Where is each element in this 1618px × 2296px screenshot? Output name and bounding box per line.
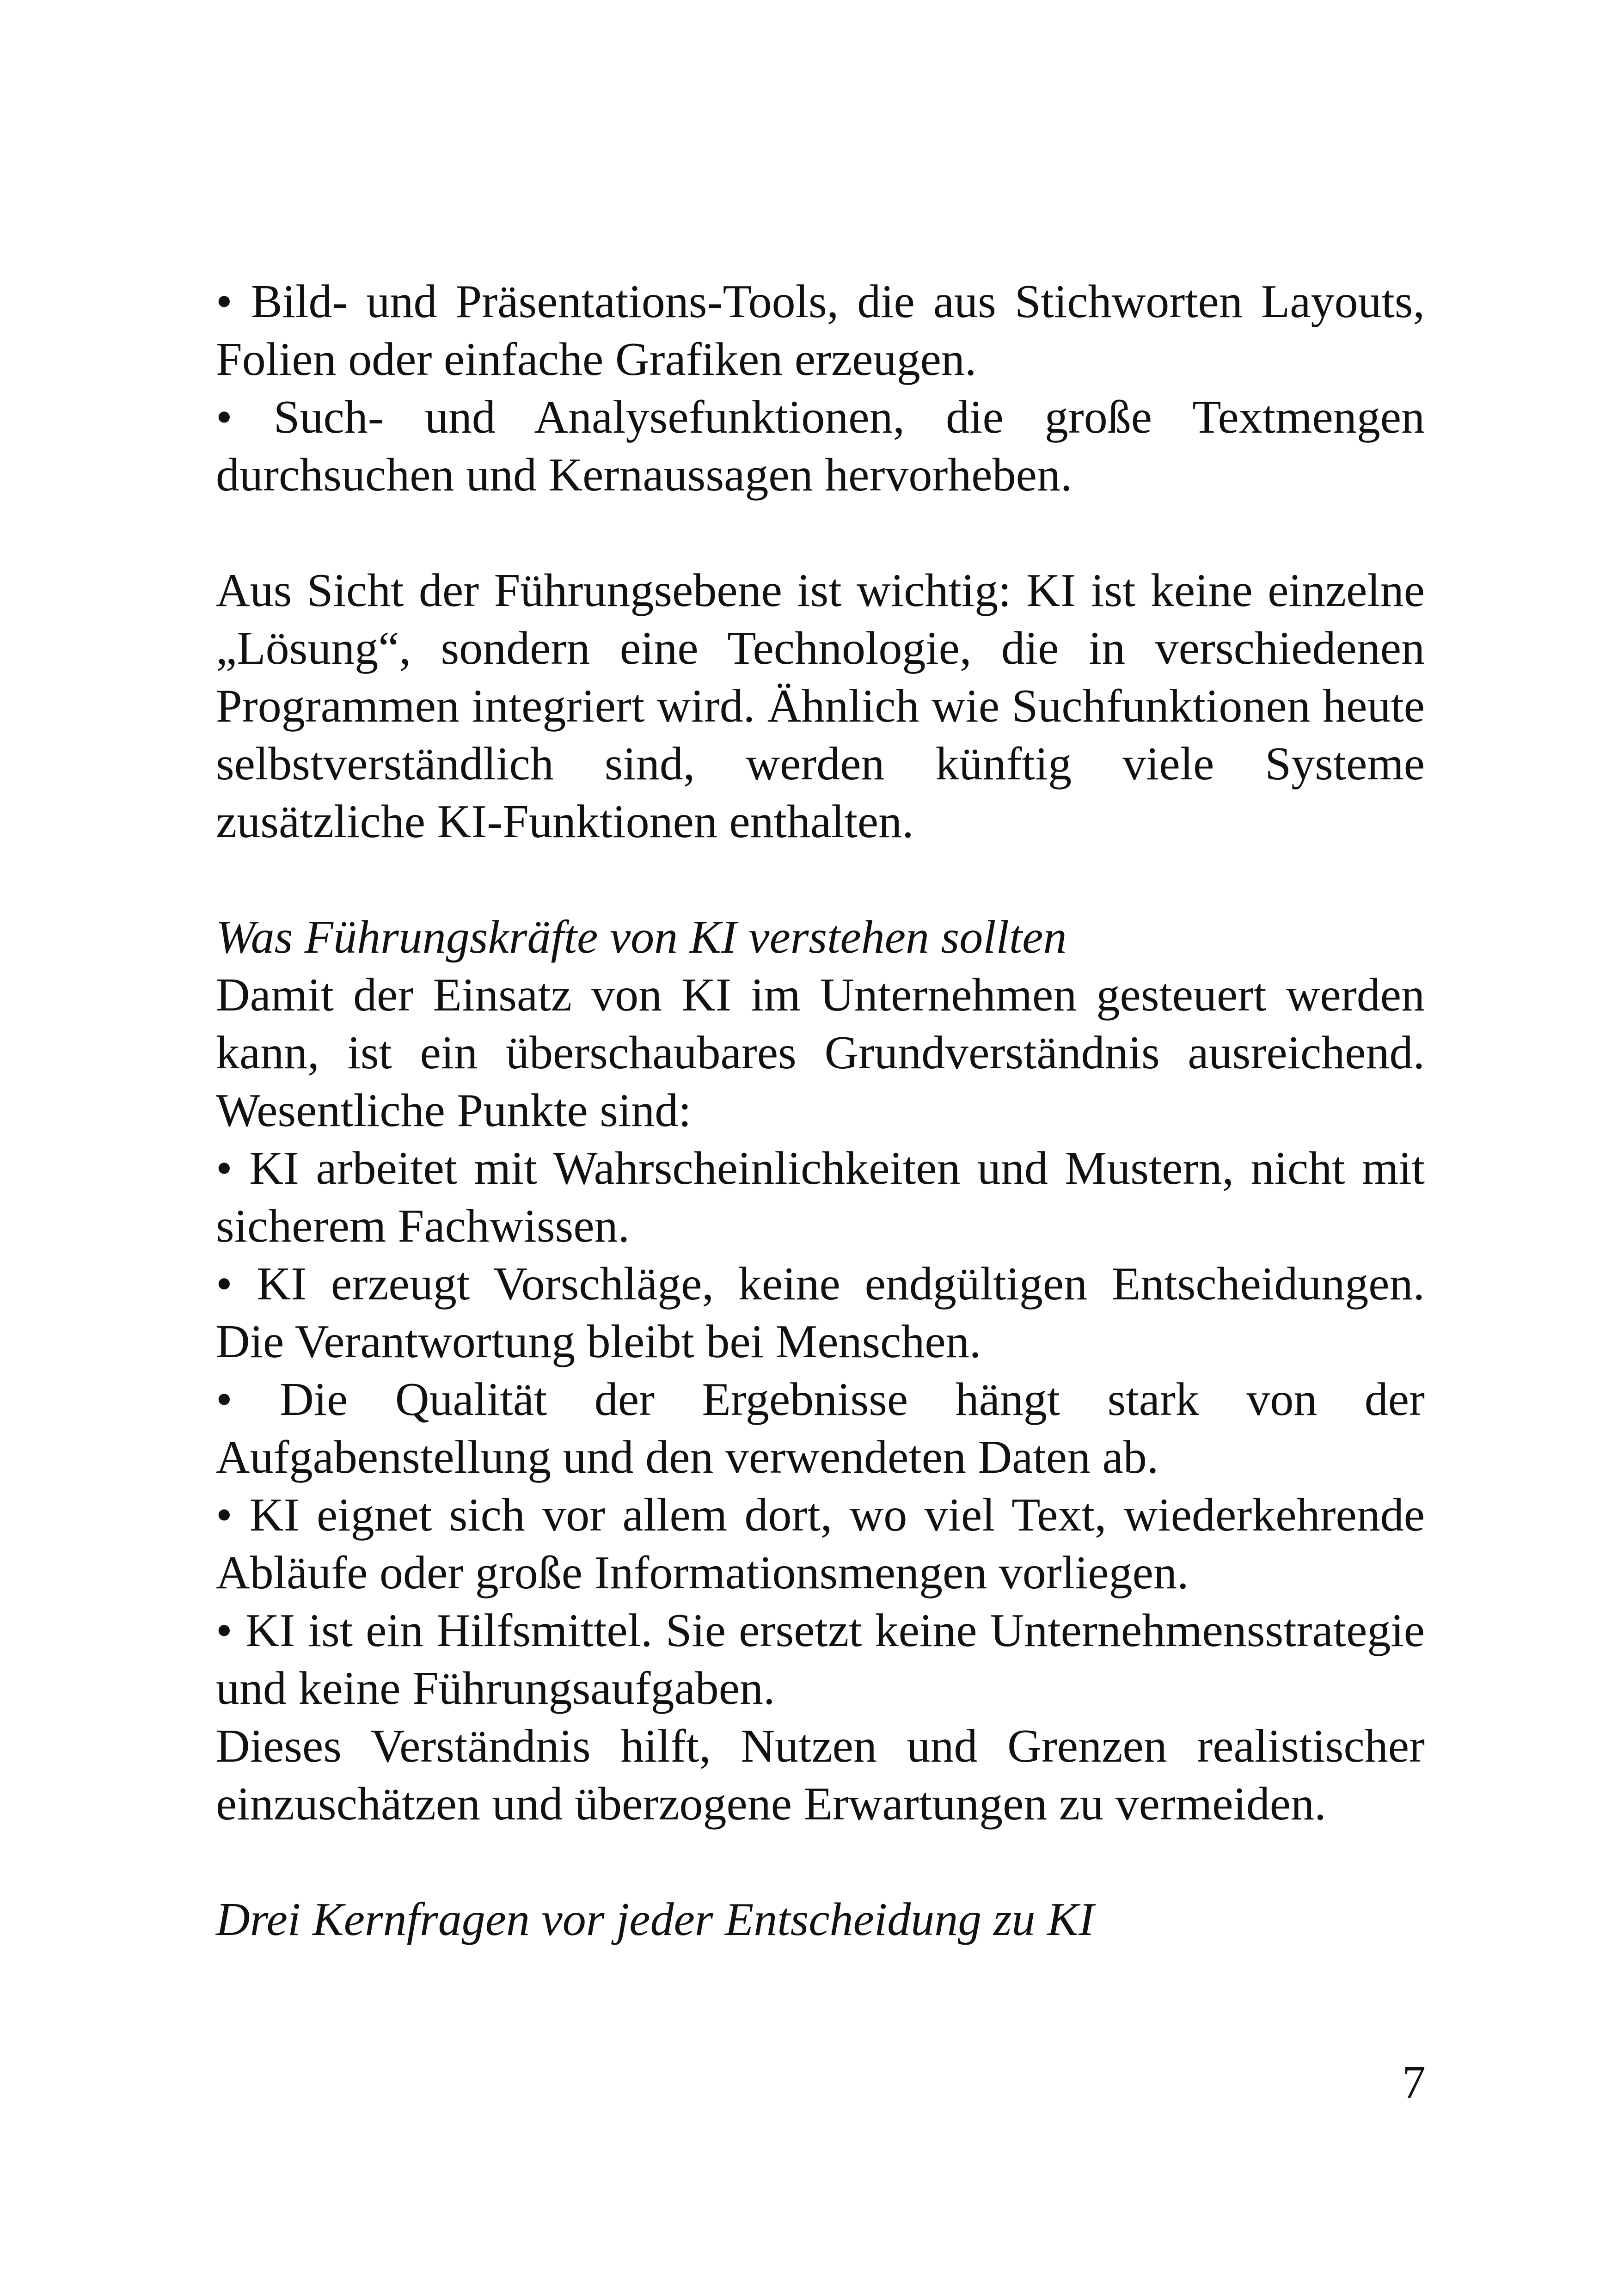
paragraph: Aus Sicht der Führungsebene ist wichtig: KI ist keine einzelne „Lösung“, sondern eine Technologie, die in verschiedenen Programmen integriert wird. Ähnlich wie Suchfunktionen heute selbstverständlich sind, werden künftig viele Systeme zusätzliche KI-Funktionen enthalten. xyxy=(216,564,1425,848)
paragraph: Damit der Einsatz von KI im Unternehmen gesteuert werden kann, ist ein überschaubares Grundverständnis ausreichend. Wesentliche Punkte sind: xyxy=(216,969,1425,1137)
bullet-item: • Bild- und Präsentations-Tools, die aus Stichworten Layouts, Folien oder einfache Grafiken erzeugen. xyxy=(216,276,1425,386)
bullet-item: • Such- und Analysefunktionen, die große Textmengen durchsuchen und Kernaussagen hervorheben. xyxy=(216,391,1425,501)
section-heading: Drei Kernfragen vor jeder Entscheidung zu KI xyxy=(216,1893,1094,1946)
bullet-item: • KI ist ein Hilfsmittel. Sie ersetzt keine Unternehmensstrategie und keine Führungsaufgaben. xyxy=(216,1604,1425,1714)
bullet-item: • Die Qualität der Ergebnisse hängt stark von der Aufgabenstellung und den verwendeten Daten ab. xyxy=(216,1373,1425,1483)
paragraph: Dieses Verständnis hilft, Nutzen und Grenzen realistischer einzuschätzen und überzogene Erwartungen zu vermeiden. xyxy=(216,1720,1425,1830)
section-heading: Was Führungskräfte von KI verstehen sollten xyxy=(216,911,1067,963)
paragraph-spacer xyxy=(216,1833,1425,1891)
paragraph-spacer xyxy=(216,851,1425,908)
page-number: 7 xyxy=(1402,2056,1426,2108)
bullet-item: • KI eignet sich vor allem dort, wo viel Text, wiederkehrende Abläufe oder große Informationsmengen vorliegen. xyxy=(216,1489,1425,1599)
paragraph-spacer xyxy=(216,504,1425,562)
bullet-item: • KI erzeugt Vorschläge, keine endgültigen Entscheidungen. Die Verantwortung bleibt bei Menschen. xyxy=(216,1258,1425,1368)
bullet-item: • KI arbeitet mit Wahrscheinlichkeiten und Mustern, nicht mit sicherem Fachwissen. xyxy=(216,1142,1425,1252)
body-text xyxy=(216,273,1425,1948)
